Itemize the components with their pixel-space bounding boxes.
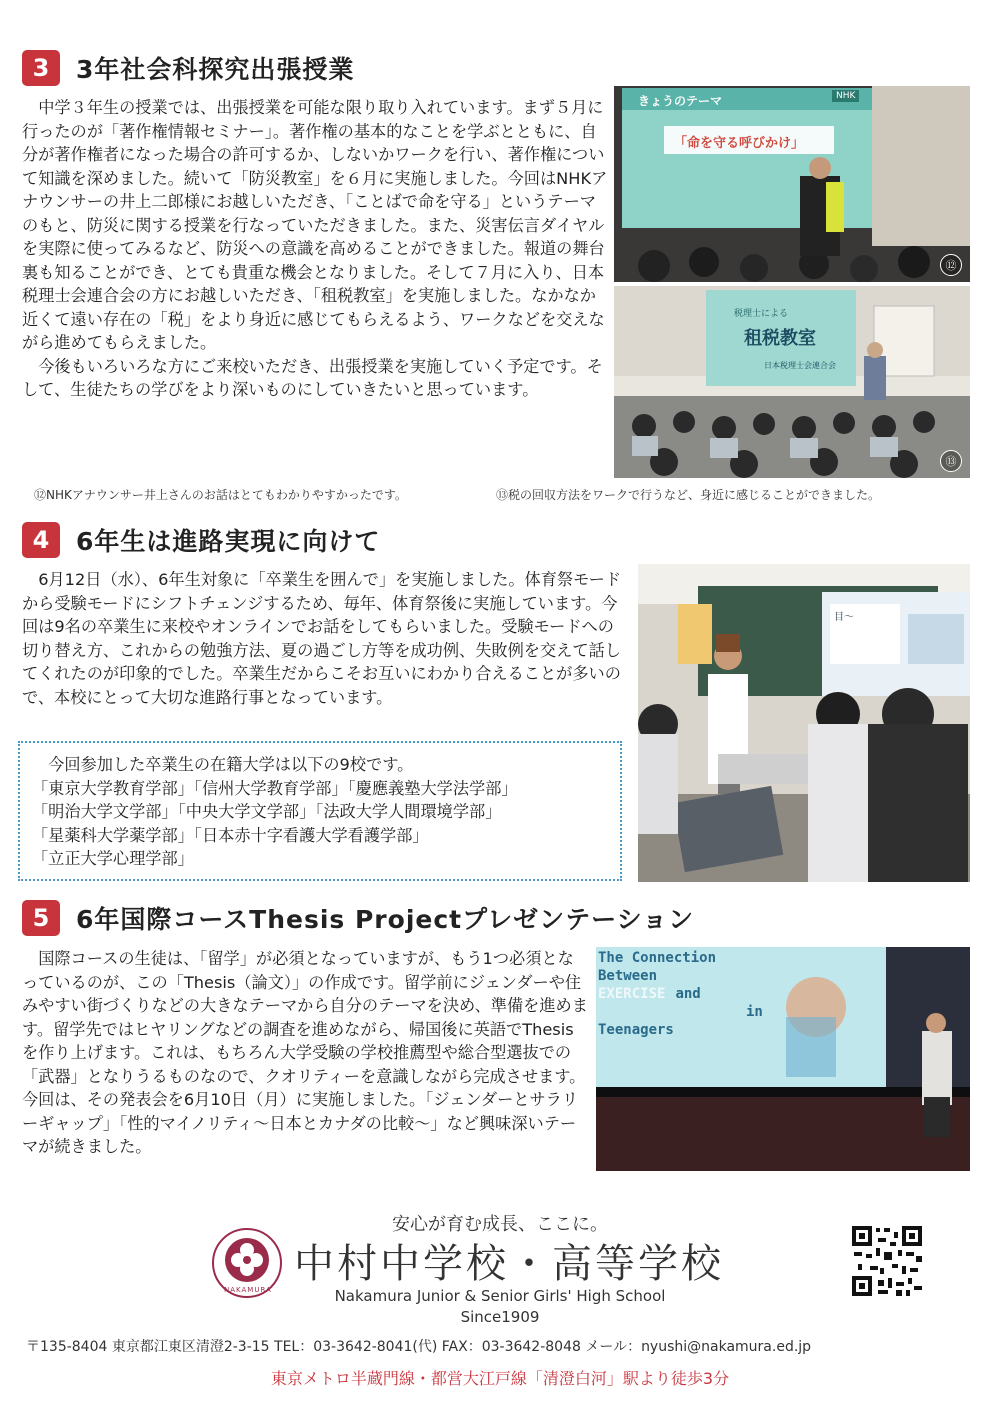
slide-title: 目〜 xyxy=(834,612,854,623)
universities-line-5: 「立正大学心理学部」 xyxy=(32,849,194,868)
photo-nhk-illustration xyxy=(614,86,970,282)
section3-body xyxy=(22,96,608,402)
section5-header xyxy=(22,898,694,938)
footer-address: 〒135-8404 東京都江東区清澄2-3-15 TEL：03-3642-8041(代) FAX：03-3642-8048 メール：nyushi@nakamura.ed.jp xyxy=(26,1339,812,1355)
slide-line-6: Teenagers xyxy=(598,1022,674,1038)
qr-code-icon xyxy=(850,1224,924,1298)
section5-body xyxy=(22,947,588,1159)
slide-thesis-title xyxy=(598,949,763,1039)
section-title: 3年社会科探究出張授業 xyxy=(76,55,355,84)
school-name: 中村中学校・高等学校 xyxy=(294,1241,724,1287)
photo-tax-illustration xyxy=(614,286,970,478)
section-number-badge: 4 xyxy=(22,522,60,558)
photo-thesis-presentation xyxy=(596,947,970,1171)
universities-box xyxy=(18,741,622,881)
slide-line-2: Between xyxy=(598,968,658,984)
slide-line-4: and xyxy=(675,986,701,1002)
photo-graduates-illustration xyxy=(638,564,970,882)
slide-theme-label: きょうのテーマ xyxy=(638,94,723,108)
footer-access: 東京メトロ半蔵門線・都営大江戸線「清澄白河」駅より徒歩3分 xyxy=(270,1369,730,1388)
section-number-badge: 3 xyxy=(22,50,60,86)
slide-main-text: 「命を守る呼びかけ」 xyxy=(674,136,805,151)
slide-small-text: 税理士による xyxy=(734,309,789,319)
photo-nhk-lecture xyxy=(614,86,970,282)
section4-paragraph: 6月12日（水）、6年生対象に「卒業生を囲んで」を実施しました。体育祭モードから受験モードにシフトチェンジするため、毎年、体育祭後に実施しています。今回は9名の卒業生に来校やオンラインでお話をしてもらいました。受験モードへの切り替え方、これからの勉強方法、夏の過ごし方等を成功例、失敗例を交えて話してくれたのが印象的でした。卒業生だからこそお互いにわかり合えることが多いので、本校にとって大切な進路行事となっています。 xyxy=(22,570,622,707)
photo-number-12: ⑫ xyxy=(940,254,962,276)
section5-paragraph: 国際コースの生徒は、「留学」が必須となっていますが、もう1つ必須となっているのが、この「Thesis（論文）」の作成です。留学前にジェンダーや住みやすい街づくりなどの大きなテーマから自分のテーマを決め、準備を進めます。留学先ではヒヤリングなどの調査を進めながら、帰国後に英語でThesisを作り上げます。これは、もちろん大学受験の学校推薦型や総合型選抜での「武器」となりうるものなので、クオリティーを意識しながら完成させます。今回は、その発表会を6月10日（月）に実施しました。「ジェンダーとサラリーギャップ」「性的マイノリティ〜日本とカナダの比較〜」など興味深いテーマが続きました。 xyxy=(22,949,588,1156)
slide-sub-text: 日本税理士会連合会 xyxy=(764,361,836,370)
section-title: 6年生は進路実現に向けて xyxy=(76,527,381,556)
section3-paragraph-1: 中学３年生の授業では、出張授業を可能な限り取り入れています。まず５月に行ったのが「著作権情報セミナー」。著作権の基本的なことを学ぶとともに、自分が著作権者になった場合の許可するか、しないかワークを行い、著作権について知識を深めました。続いて「防災教室」を６月に実施しました。今回はNHKアナウンサーの井上二郎様にお越しいただき、「ことばで命を守る」というテーマのもと、防災に関する授業を行なっていただきました。また、災害伝言ダイヤルを実際に使ってみるなど、防災への意識を高めることができました。報道の舞台裏も知ることができ、とても貴重な機会となりました。そして７月に入り、日本税理士会連合会の方にお越しいただき、「租税教室」を実施しました。なかなか近くて遠い存在の「税」をより身近に感じてもらえるよう、ワークなどを交えながら進めてもらえました。 xyxy=(22,98,608,352)
slide-line-3-wrap xyxy=(598,985,763,1003)
slide-nhk-label: NHK xyxy=(832,90,859,102)
slide-big-text: 租税教室 xyxy=(744,328,816,349)
photo-number-13: ⑬ xyxy=(940,450,962,472)
school-since: Since1909 xyxy=(460,1308,540,1326)
qr-code[interactable] xyxy=(850,1224,924,1298)
photo-caption-12: ⑫NHKアナウンサー井上さんのお話はとてもわかりやすかったです。 xyxy=(34,488,407,502)
photo-graduates-talk xyxy=(638,564,970,882)
slide-line-5: in xyxy=(746,1004,763,1020)
section4-body xyxy=(22,568,626,709)
school-english-name: Nakamura Junior & Senior Girls' High School xyxy=(334,1287,666,1305)
section-number-badge: 5 xyxy=(22,900,60,936)
universities-line-1: 今回参加した卒業生の在籍大学は以下の9校です。 xyxy=(32,755,414,774)
slide-line-1: The Connection xyxy=(598,950,717,966)
universities-line-2: 「東京大学教育学部」「信州大学教育学部」「慶應義塾大学法学部」 xyxy=(32,778,518,798)
section3-paragraph-2: 今後もいろいろな方にご来校いただき、出張授業を実施していく予定です。そして、生徒たちの学びをより深いものにしていきたいと思っています。 xyxy=(22,356,603,399)
emblem-text: NAKAMURA xyxy=(224,1286,272,1294)
photo-caption-13: ⑬税の回収方法をワークで行うなど、身近に感じることができました。 xyxy=(496,488,881,502)
section-title: 6年国際コースThesis Projectプレゼンテーション xyxy=(76,905,695,934)
universities-line-3: 「明治大学文学部」「中央大学文学部」「法政大学人間環境学部」 xyxy=(32,802,502,821)
section3-header xyxy=(22,48,354,88)
universities-line-4: 「星薬科大学薬学部」「日本赤十字看護大学看護学部」 xyxy=(32,825,429,845)
section4-header xyxy=(22,520,380,560)
footer-tagline: 安心が育む成長、ここに。 xyxy=(392,1214,608,1235)
slide-line-3: EXERCISE xyxy=(598,986,666,1002)
photo-tax-lecture xyxy=(614,286,970,478)
